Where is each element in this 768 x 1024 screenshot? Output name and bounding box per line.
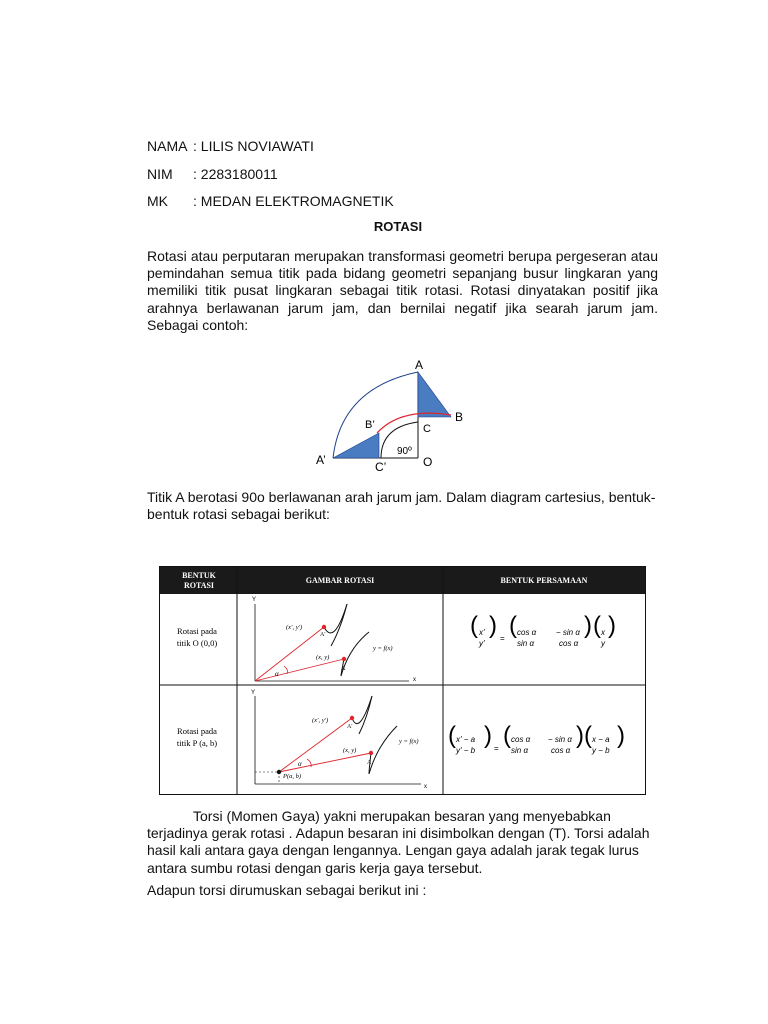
svg-text:(: ( (509, 612, 517, 639)
triangle-abc (418, 372, 451, 417)
svg-text:(: ( (503, 722, 511, 749)
header-bentuk-rotasi-2: ROTASI (183, 581, 215, 590)
svg-text:(x, y): (x, y) (343, 747, 357, 754)
svg-text:x' − a: x' − a (456, 735, 476, 744)
label-a-prime: A’ (316, 453, 326, 467)
svg-text:sin α: sin α (511, 746, 529, 755)
nama-row (147, 138, 314, 155)
svg-text:sin α: sin α (517, 639, 535, 648)
svg-text:cos α: cos α (551, 746, 571, 755)
row2-form-line2: titik P (a, b) (176, 738, 218, 748)
diagram-caption: Titik A berotasi 90o berlawanan arah jarum jam. Dalam diagram cartesius, bentuk-bentuk rotasi sebagai berikut: (147, 489, 656, 523)
nim-value: : 2283180011 (193, 166, 278, 182)
row2-form-line1: Rotasi pada (177, 726, 217, 736)
svg-text:x: x (424, 784, 427, 790)
svg-text:): ) (484, 722, 492, 749)
mk-value: : MEDAN ELEKTROMAGNETIK (193, 193, 394, 209)
row1-form-line2: titik O (0,0) (176, 638, 218, 648)
label-c: C (423, 423, 431, 435)
nama-value: : LILIS NOVIAWATI (193, 138, 314, 154)
svg-text:− sin α: − sin α (548, 735, 572, 744)
svg-text:): ) (576, 722, 584, 749)
svg-text:): ) (617, 722, 625, 749)
rotation-table (159, 566, 646, 795)
intro-paragraph: Rotasi atau perputaran merupakan transformasi geometri berupa pergeseran atau pemindahan semua titik pada bidang geometri sepanjang busur lingkaran yang memiliki titik pusat lingkaran sebagai titik rotasi. Rotasi dinyatakan positif jika arahnya berlawanan jarum jam, dan bernilai negatif jika searah jarum jam. Sebagai contoh: (147, 248, 658, 333)
label-c-prime: C’ (375, 460, 387, 474)
svg-text:x': x' (479, 628, 485, 637)
svg-text:(x', y'): (x', y') (312, 717, 329, 724)
svg-text:cos α: cos α (559, 639, 579, 648)
nama-label: NAMA (147, 138, 188, 154)
row2-plot (251, 690, 427, 790)
svg-text:(: ( (584, 722, 592, 749)
svg-text:A: A (341, 666, 346, 672)
row1-form-line1: Rotasi pada (177, 626, 217, 636)
svg-text:Y: Y (251, 690, 256, 696)
header-gambar-rotasi: GAMBAR ROTASI (305, 576, 375, 585)
mk-row (147, 193, 394, 210)
svg-text:A': A' (320, 632, 326, 638)
svg-text:y = f(x): y = f(x) (399, 738, 419, 745)
svg-text:− sin α: − sin α (556, 628, 580, 637)
svg-text:α: α (275, 670, 279, 678)
row2-equation (448, 722, 625, 755)
row1-equation (470, 612, 616, 648)
label-b-prime: B’ (365, 419, 375, 431)
svg-text:α: α (298, 760, 302, 768)
row1-plot (252, 597, 416, 683)
nim-label: NIM (147, 166, 173, 182)
header-bentuk-rotasi-1: BENTUK (182, 571, 216, 580)
label-b: B (455, 410, 464, 424)
triangle-a-b-c-prime (333, 433, 379, 458)
svg-text:y' − b: y' − b (456, 746, 476, 755)
svg-text:(x, y): (x, y) (316, 654, 330, 661)
rotation-diagram (305, 355, 475, 475)
formula-intro: Adapun torsi dirumuskan sebagai berikut ini : (147, 882, 427, 898)
svg-text:y': y' (479, 639, 485, 648)
svg-text:(: ( (593, 612, 601, 639)
svg-text:cos α: cos α (511, 735, 531, 744)
label-angle: 90º (397, 446, 412, 457)
svg-text:Y: Y (252, 597, 257, 603)
svg-text:x: x (601, 628, 605, 637)
svg-text:x − a: x − a (592, 735, 610, 744)
section-title: ROTASI (373, 219, 423, 234)
svg-text:(: ( (448, 722, 456, 749)
svg-text:A': A' (347, 724, 353, 730)
svg-text:=: = (494, 744, 499, 753)
torsi-paragraph: Torsi (Momen Gaya) yakni merupakan besaran yang menyebabkan terjadinya gerak rotasi . Adapun besaran ini disimbolkan dengan (T). Torsi adalah hasil kali antara gaya dengan lengannya. Lengan gaya adalah jarak tegak lurus antara sumbu rotasi dengan garis kerja gaya tersebut. (147, 808, 650, 876)
label-a: A (415, 358, 424, 372)
svg-text:A: A (367, 760, 372, 766)
label-o: O (423, 455, 433, 469)
svg-text:P(a, b): P(a, b) (283, 773, 302, 780)
svg-text:cos α: cos α (517, 628, 537, 637)
svg-text:(: ( (470, 612, 478, 639)
svg-text:y = f(x): y = f(x) (373, 645, 393, 652)
svg-text:y − b: y − b (592, 746, 610, 755)
mk-label: MK (147, 193, 168, 209)
nim-row (147, 166, 278, 183)
svg-text:x: x (413, 677, 416, 683)
svg-text:): ) (584, 612, 592, 639)
svg-text:): ) (608, 612, 616, 639)
header-bentuk-persamaan: BENTUK PERSAMAAN (500, 576, 588, 585)
svg-text:): ) (489, 612, 497, 639)
svg-text:=: = (500, 634, 505, 643)
svg-text:y: y (601, 639, 605, 648)
svg-text:(x', y'): (x', y') (286, 624, 303, 631)
